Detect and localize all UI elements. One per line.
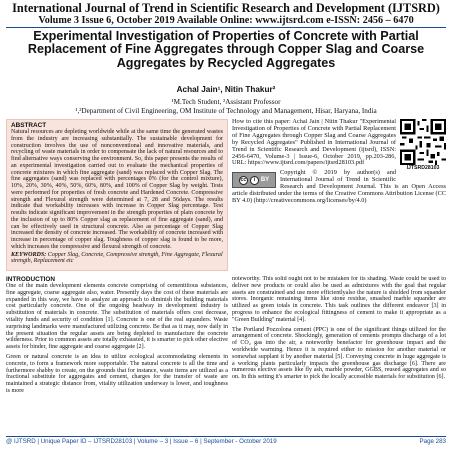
abstract-box <box>6 119 228 271</box>
journal-title: International Journal of Trend in Scientific Research and Development (IJTSRD) <box>12 1 440 15</box>
paper-authors: Achal Jain¹, Nitin Thakur² <box>176 85 276 94</box>
journal-subtitle: Volume 3 Issue 6, October 2019 Available Online: www.ijtsrd.com e-ISSN: 2456 – 6470 <box>38 15 414 26</box>
qr-code-icon <box>400 119 446 165</box>
paper-id: IJTSRD28103 <box>406 165 440 171</box>
introduction-heading: INTRODUCTION <box>6 276 55 283</box>
paper-title: Experimental Investigation of Properties of Concrete with Partial Replacement of Fine Aggregates through Copper Slag and Coarse Aggregates by Recycled Aggregates <box>27 29 425 70</box>
footer-info: @ IJTSRD | Unique Paper ID – IJTSRD28103 | Volume – 3 | Issue – 6 | September - October 2019 <box>6 438 277 445</box>
author-affiliation: ¹,²Department of Civil Engineering, OM Institute of Technology and Management, Hisar, Haryana, India <box>75 107 377 115</box>
introduction-paragraph: Green or natural concrete is an idea to utilize ecological accommodating elements in concrete, to form a framework more supportable. The natural concrete is all the time and furthermore shabby to create, on the grounds that for instance, waste items are utilized as a fractional substitute for aggregates and cement, charges for the transfer of waste are maintained a strategic distance from, vitality utilization underway is lower, and toughness is more <box>6 353 228 394</box>
keywords-list: Copper Slag, Concrete, Compressive strength, Fine Aggregate, Flexural strength, Replacement etc <box>11 251 223 265</box>
header-divider <box>6 27 446 28</box>
author-roles: ¹M.Tech Student, ²Assistant Professor <box>171 98 281 106</box>
license-badge-label: BY <box>260 176 270 183</box>
body-left-column <box>6 276 228 436</box>
keywords-label: KEYWORDS: <box>11 251 47 258</box>
attribution-icon: i <box>250 176 259 185</box>
abstract-heading: ABSTRACT <box>11 122 47 129</box>
journal-header <box>0 2 452 26</box>
citation-text: How to cite this paper: Achal Jain | Nitin Thakur "Experimental Investigation of Properties of Concrete with Partial Replacement of Fine Aggregates through Copper Slag and Coarse Aggregates by Recycled Aggregates" Published in International Journal of Trend in Scientific Research and Development (ijtsrd), ISSN: 2456-6470, Volume-3 | Issue-6, October 2019, pp.203-286, URL: https://www.ijtsrd.com/papers/ijtsrd28103.pdf <box>232 119 396 167</box>
introduction-paragraph: One of the main development elements concrete comprising of cementitious substances, fine aggregate, coarse aggregate also, water. Presently days the cost of these materials are expanded in this way, we have to analyze an approach to diminish the building materials cost particularly concrete. One of the ongoing headway in development industry is substitution of materials in concrete. The substitution of materials offers cost decrease, vitality funds and security of condition [1]. Concrete is one of the real squanders. Waste surprising landmarks were manufactured utilizing concrete. Be that as it may, now daily in the present situation the regular assets are being depleted to manufacture the concrete wilderness. Prior to common assets are totally exhausted, it is smarter to pick other elective assets for binder, fine aggregate and coarse aggregate [2]. <box>6 283 228 351</box>
body-right-column <box>232 276 446 436</box>
keywords <box>11 252 223 266</box>
footer-divider <box>6 436 446 437</box>
introduction-paragraph: noteworthy. This solid ought not to be mistaken for its shading. Waste could be used to deliver new products or could also be used as admixtures with the goal that regular assets are constrained and use more efficientlyalso the nature is shielded from squander stores. Inorganic remaining items like stone residue, smashed marble squander are utilized as green totals in concrete. This task outlines the different endeavor [3] in progress to enhance the ecological fittingness of cement to make it appropriate as a "Green Building" material [4]. <box>232 276 446 323</box>
cc-license-badge[interactable] <box>232 172 276 188</box>
citation-box <box>232 119 446 271</box>
abstract-text: Natural resources are depleting worldwide while at the same time the generated wastes from the industry are increasing substantially. The sustainable development for construction involves the use of nonconventional and innovative materials, and recycling of waste materials in order to compensate the lack of natural resources and to find alternative ways conserving the environment. So, this paper presents the results of an experimental investigation carried out to evaluate the mechanical properties of concrete mixtures in which fine aggregate (sand) was replaced with Copper Slag. The fine aggregates (sand) was replaced with percentages 0% (for the control mixture), 10%, 20%, 30%, 40%, 50%, 60%, 80%, and 100% of Copper Slag by weight. Tests were performed for properties of fresh concrete and Hardened Concrete. Compressive strength and Flexural strength were determined at 7, 28 and 56days. The results indicate that workability increases with increase in Copper Slag percentage. Test results indicate significant improvement in the strength properties of plain concrete by the inclusion of up to 80% Copper slag as replacement of fine aggregate (sand), and can be effectively used in structural concrete. Also as percentage of Copper Slag increased the density of concrete increased. The workability of concrete increased with increase in percentage of copper slag. Toughness of copper slag is found to be more, which increases the compressive and flexural strength of concrete. <box>11 129 223 250</box>
cc-icon: cc <box>240 176 247 183</box>
introduction-paragraph: The Portland Pozzolona cement (PPC) is one of the significant things utilized for the arrangement of concrete. Shockingly, generation of cements prompts discharge of a lot of CO₂ gas into the air, a noteworthy benefactor for greenhouse impact and the worldwide warming. Hence it is required either to mission for another material or somewhat supplant it by another material [5]. Conveying concrete in huge aggregate is a working plants particularly impacts the greenhouse gas discharge [6]. There are numerous elective assets like fly ash, marble powder, GGBS, reused aggregates and so on. In this setting it's smarter to pick the locally accessible materials for substitution [6]. <box>232 326 446 381</box>
qr-code[interactable] <box>400 119 446 179</box>
page-number: Page 283 <box>419 438 446 445</box>
page-footer <box>6 438 446 445</box>
copyright-text: Copyright © 2019 by author(s) and International Journal of Trend in Scientific Research and Development Journal. This is an Open Access article distributed under the terms of the Creative Commons Attribution License (CC BY 4.0) (http://creativecommons.org/licenses/by/4.0) <box>232 169 446 204</box>
